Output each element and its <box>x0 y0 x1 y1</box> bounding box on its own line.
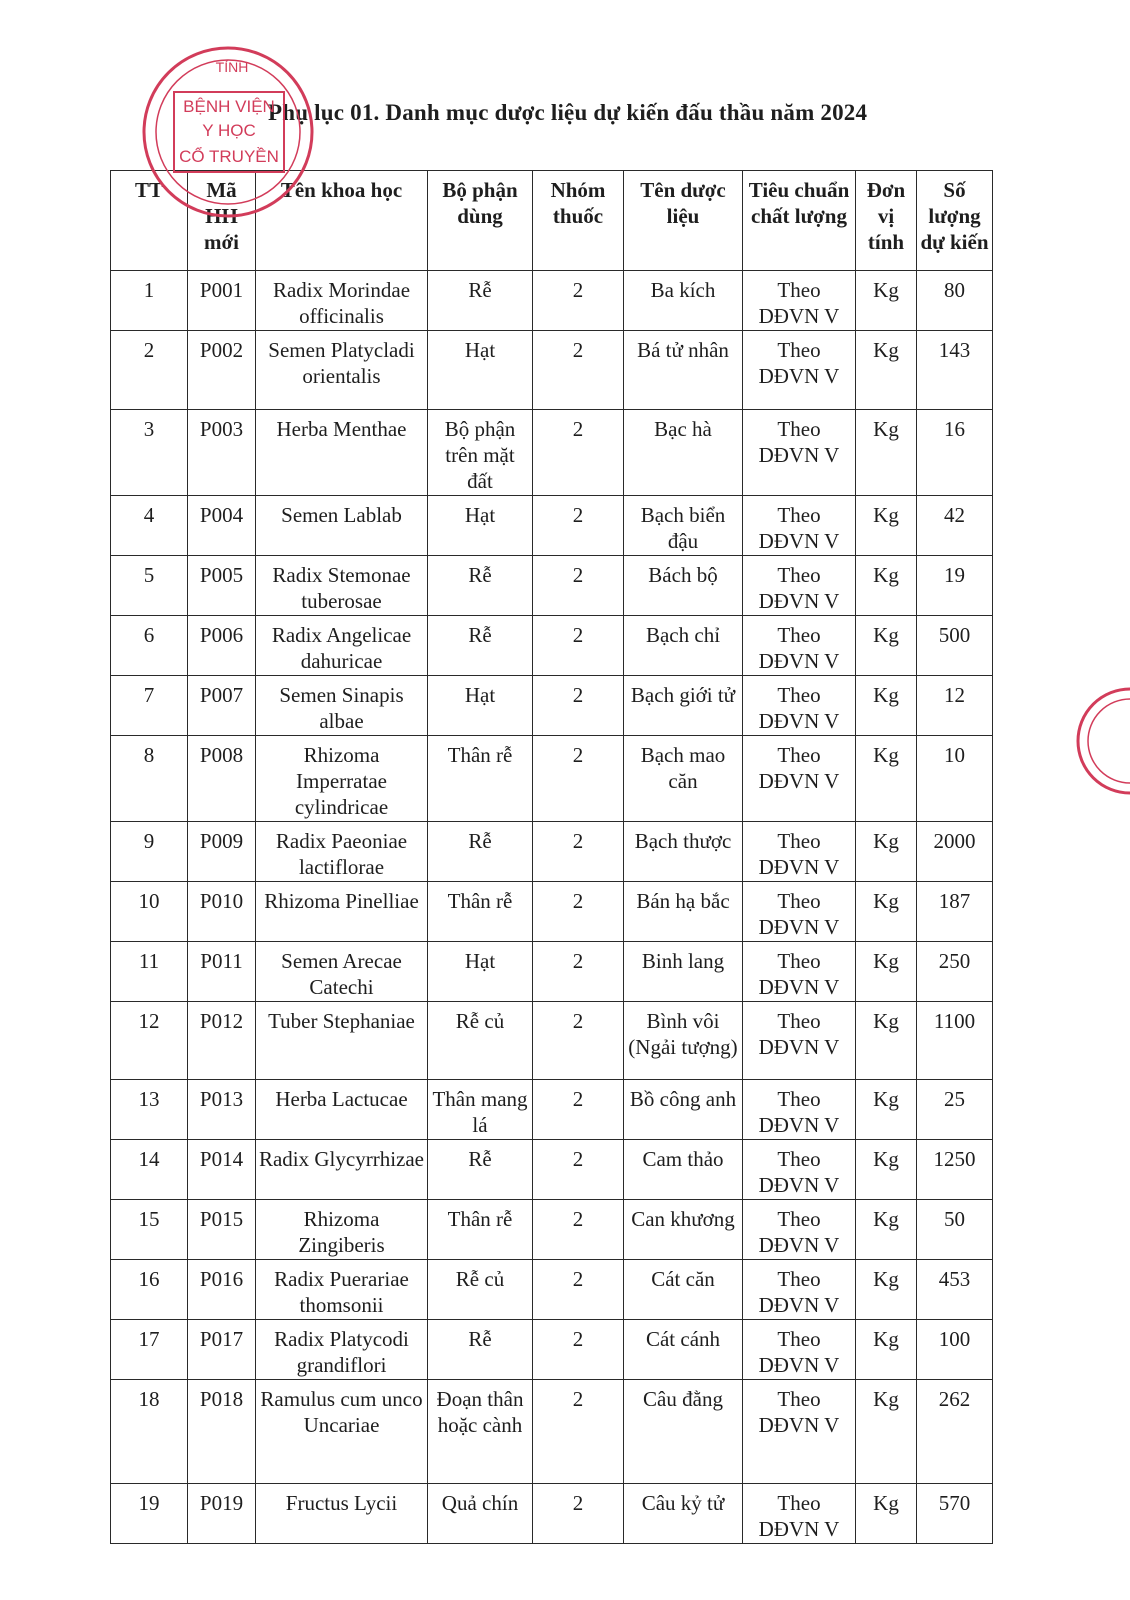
cell-tieu-chuan: Theo DĐVN V <box>743 1380 856 1484</box>
header-don-vi: Đơn vị tính <box>856 171 917 271</box>
cell-ten-khoa-hoc: Semen Lablab <box>256 496 428 556</box>
table-row <box>111 1380 993 1484</box>
cell-ma-hh: P016 <box>188 1260 256 1320</box>
cell-so-luong: 50 <box>917 1200 993 1260</box>
cell-so-luong: 19 <box>917 556 993 616</box>
header-stt: TT <box>111 171 188 271</box>
cell-nhom-thuoc: 2 <box>533 1002 624 1080</box>
cell-bo-phan-dung: Thân mang lá <box>428 1080 533 1140</box>
table-row <box>111 736 993 822</box>
cell-nhom-thuoc: 2 <box>533 676 624 736</box>
cell-don-vi: Kg <box>856 1260 917 1320</box>
table-row <box>111 556 993 616</box>
cell-stt: 3 <box>111 410 188 496</box>
cell-tieu-chuan: Theo DĐVN V <box>743 822 856 882</box>
cell-ma-hh: P017 <box>188 1320 256 1380</box>
cell-tieu-chuan: Theo DĐVN V <box>743 676 856 736</box>
cell-nhom-thuoc: 2 <box>533 410 624 496</box>
cell-nhom-thuoc: 2 <box>533 1320 624 1380</box>
cell-tieu-chuan: Theo DĐVN V <box>743 1484 856 1544</box>
cell-ten-khoa-hoc: Radix Morindae officinalis <box>256 271 428 331</box>
table-row <box>111 1200 993 1260</box>
cell-ma-hh: P001 <box>188 271 256 331</box>
cell-ten-khoa-hoc: Semen Platycladi orientalis <box>256 331 428 410</box>
partial-seal-edge <box>1072 686 1130 796</box>
cell-don-vi: Kg <box>856 676 917 736</box>
cell-stt: 5 <box>111 556 188 616</box>
cell-bo-phan-dung: Rễ củ <box>428 1002 533 1080</box>
cell-don-vi: Kg <box>856 616 917 676</box>
table-row <box>111 331 993 410</box>
cell-nhom-thuoc: 2 <box>533 822 624 882</box>
cell-don-vi: Kg <box>856 556 917 616</box>
cell-stt: 14 <box>111 1140 188 1200</box>
cell-nhom-thuoc: 2 <box>533 271 624 331</box>
cell-so-luong: 187 <box>917 882 993 942</box>
cell-ma-hh: P002 <box>188 331 256 410</box>
cell-so-luong: 1100 <box>917 1002 993 1080</box>
header-ma-hh: Mã HH mới <box>188 171 256 271</box>
table-row <box>111 882 993 942</box>
cell-tieu-chuan: Theo DĐVN V <box>743 736 856 822</box>
table-row <box>111 271 993 331</box>
cell-nhom-thuoc: 2 <box>533 556 624 616</box>
cell-ten-duoc-lieu: Bách bộ <box>624 556 743 616</box>
cell-ma-hh: P004 <box>188 496 256 556</box>
cell-don-vi: Kg <box>856 1484 917 1544</box>
table-row <box>111 410 993 496</box>
cell-ma-hh: P007 <box>188 676 256 736</box>
cell-so-luong: 1250 <box>917 1140 993 1200</box>
cell-nhom-thuoc: 2 <box>533 736 624 822</box>
cell-stt: 18 <box>111 1380 188 1484</box>
cell-bo-phan-dung: Rễ <box>428 1140 533 1200</box>
cell-ma-hh: P013 <box>188 1080 256 1140</box>
table-row <box>111 822 993 882</box>
cell-so-luong: 25 <box>917 1080 993 1140</box>
cell-ten-duoc-lieu: Bạch thược <box>624 822 743 882</box>
cell-don-vi: Kg <box>856 1320 917 1380</box>
cell-so-luong: 100 <box>917 1320 993 1380</box>
cell-ten-duoc-lieu: Bạch biển đậu <box>624 496 743 556</box>
cell-bo-phan-dung: Thân rễ <box>428 1200 533 1260</box>
cell-stt: 16 <box>111 1260 188 1320</box>
cell-ten-khoa-hoc: Radix Stemonae tuberosae <box>256 556 428 616</box>
cell-ten-khoa-hoc: Radix Platycodi grandiflori <box>256 1320 428 1380</box>
cell-nhom-thuoc: 2 <box>533 1260 624 1320</box>
cell-don-vi: Kg <box>856 942 917 1002</box>
cell-ten-khoa-hoc: Semen Arecae Catechi <box>256 942 428 1002</box>
table-row <box>111 1080 993 1140</box>
cell-ma-hh: P012 <box>188 1002 256 1080</box>
cell-don-vi: Kg <box>856 1140 917 1200</box>
seal-line3: CỔ TRUYỀN <box>179 147 279 166</box>
table-row <box>111 1002 993 1080</box>
cell-don-vi: Kg <box>856 1380 917 1484</box>
cell-ma-hh: P005 <box>188 556 256 616</box>
cell-stt: 2 <box>111 331 188 410</box>
seal-line1: BỆNH VIỆN <box>183 97 275 116</box>
cell-nhom-thuoc: 2 <box>533 1140 624 1200</box>
cell-nhom-thuoc: 2 <box>533 1484 624 1544</box>
cell-tieu-chuan: Theo DĐVN V <box>743 331 856 410</box>
cell-ma-hh: P015 <box>188 1200 256 1260</box>
cell-so-luong: 16 <box>917 410 993 496</box>
cell-ten-duoc-lieu: Câu kỷ tử <box>624 1484 743 1544</box>
cell-tieu-chuan: Theo DĐVN V <box>743 1320 856 1380</box>
cell-so-luong: 262 <box>917 1380 993 1484</box>
cell-ten-duoc-lieu: Cát cánh <box>624 1320 743 1380</box>
cell-stt: 19 <box>111 1484 188 1544</box>
cell-ten-duoc-lieu: Câu đằng <box>624 1380 743 1484</box>
cell-tieu-chuan: Theo DĐVN V <box>743 942 856 1002</box>
cell-ten-duoc-lieu: Bình vôi (Ngải tượng) <box>624 1002 743 1080</box>
cell-bo-phan-dung: Hạt <box>428 942 533 1002</box>
cell-bo-phan-dung: Bộ phận trên mặt đất <box>428 410 533 496</box>
cell-ma-hh: P009 <box>188 822 256 882</box>
cell-bo-phan-dung: Rễ <box>428 616 533 676</box>
cell-bo-phan-dung: Rễ <box>428 822 533 882</box>
header-ten-duoc-lieu: Tên dược liệu <box>624 171 743 271</box>
cell-stt: 1 <box>111 271 188 331</box>
cell-ten-duoc-lieu: Bồ công anh <box>624 1080 743 1140</box>
document-title: Phụ lục 01. Danh mục dược liệu dự kiến đấu thầu năm 2024 <box>268 100 868 125</box>
cell-don-vi: Kg <box>856 822 917 882</box>
header-so-luong: Số lượng dự kiến <box>917 171 993 271</box>
cell-stt: 10 <box>111 882 188 942</box>
table-row <box>111 676 993 736</box>
cell-so-luong: 10 <box>917 736 993 822</box>
cell-nhom-thuoc: 2 <box>533 331 624 410</box>
cell-ten-khoa-hoc: Radix Puerariae thomsonii <box>256 1260 428 1320</box>
table-row <box>111 616 993 676</box>
header-ten-khoa-hoc: Tên khoa học <box>256 171 428 271</box>
table-row <box>111 942 993 1002</box>
cell-tieu-chuan: Theo DĐVN V <box>743 1140 856 1200</box>
cell-bo-phan-dung: Rễ <box>428 1320 533 1380</box>
cell-ten-khoa-hoc: Radix Angelicae dahuricae <box>256 616 428 676</box>
header-tieu-chuan: Tiêu chuẩn chất lượng <box>743 171 856 271</box>
cell-ma-hh: P011 <box>188 942 256 1002</box>
cell-ma-hh: P006 <box>188 616 256 676</box>
cell-ten-khoa-hoc: Ramulus cum unco Uncariae <box>256 1380 428 1484</box>
cell-ma-hh: P008 <box>188 736 256 822</box>
cell-bo-phan-dung: Rễ củ <box>428 1260 533 1320</box>
cell-ma-hh: P019 <box>188 1484 256 1544</box>
cell-tieu-chuan: Theo DĐVN V <box>743 271 856 331</box>
cell-bo-phan-dung: Hạt <box>428 676 533 736</box>
cell-so-luong: 143 <box>917 331 993 410</box>
cell-tieu-chuan: Theo DĐVN V <box>743 496 856 556</box>
cell-stt: 11 <box>111 942 188 1002</box>
cell-don-vi: Kg <box>856 1200 917 1260</box>
cell-bo-phan-dung: Thân rễ <box>428 736 533 822</box>
cell-ma-hh: P018 <box>188 1380 256 1484</box>
cell-don-vi: Kg <box>856 1080 917 1140</box>
cell-stt: 17 <box>111 1320 188 1380</box>
cell-ten-khoa-hoc: Rhizoma Imperratae cylindricae <box>256 736 428 822</box>
cell-nhom-thuoc: 2 <box>533 1380 624 1484</box>
cell-so-luong: 42 <box>917 496 993 556</box>
cell-bo-phan-dung: Đoạn thân hoặc cành <box>428 1380 533 1484</box>
cell-tieu-chuan: Theo DĐVN V <box>743 1260 856 1320</box>
cell-ten-khoa-hoc: Rhizoma Pinelliae <box>256 882 428 942</box>
hospital-seal <box>140 44 316 220</box>
cell-ten-duoc-lieu: Ba kích <box>624 271 743 331</box>
cell-stt: 15 <box>111 1200 188 1260</box>
cell-don-vi: Kg <box>856 496 917 556</box>
cell-stt: 6 <box>111 616 188 676</box>
cell-stt: 8 <box>111 736 188 822</box>
cell-nhom-thuoc: 2 <box>533 616 624 676</box>
cell-tieu-chuan: Theo DĐVN V <box>743 1002 856 1080</box>
cell-bo-phan-dung: Rễ <box>428 271 533 331</box>
cell-nhom-thuoc: 2 <box>533 496 624 556</box>
cell-so-luong: 12 <box>917 676 993 736</box>
cell-ten-khoa-hoc: Fructus Lycii <box>256 1484 428 1544</box>
table-row <box>111 1260 993 1320</box>
cell-stt: 7 <box>111 676 188 736</box>
cell-bo-phan-dung: Hạt <box>428 331 533 410</box>
cell-don-vi: Kg <box>856 410 917 496</box>
cell-ten-duoc-lieu: Cát căn <box>624 1260 743 1320</box>
cell-bo-phan-dung: Rễ <box>428 556 533 616</box>
cell-ma-hh: P003 <box>188 410 256 496</box>
cell-so-luong: 570 <box>917 1484 993 1544</box>
cell-tieu-chuan: Theo DĐVN V <box>743 410 856 496</box>
cell-don-vi: Kg <box>856 736 917 822</box>
cell-ma-hh: P010 <box>188 882 256 942</box>
cell-so-luong: 2000 <box>917 822 993 882</box>
cell-ten-khoa-hoc: Semen Sinapis albae <box>256 676 428 736</box>
table-row <box>111 1320 993 1380</box>
cell-nhom-thuoc: 2 <box>533 1200 624 1260</box>
cell-ten-duoc-lieu: Bán hạ bắc <box>624 882 743 942</box>
table-row <box>111 1484 993 1544</box>
cell-ten-khoa-hoc: Radix Glycyrrhizae <box>256 1140 428 1200</box>
seal-top-text: TỈNH <box>215 59 249 75</box>
cell-bo-phan-dung: Thân rễ <box>428 882 533 942</box>
cell-nhom-thuoc: 2 <box>533 942 624 1002</box>
cell-ten-duoc-lieu: Can khương <box>624 1200 743 1260</box>
seal-line2: Y HỌC <box>202 121 256 140</box>
cell-ma-hh: P014 <box>188 1140 256 1200</box>
cell-ten-khoa-hoc: Radix Paeoniae lactiflorae <box>256 822 428 882</box>
cell-tieu-chuan: Theo DĐVN V <box>743 556 856 616</box>
cell-ten-khoa-hoc: Tuber Stephaniae <box>256 1002 428 1080</box>
cell-tieu-chuan: Theo DĐVN V <box>743 1200 856 1260</box>
cell-tieu-chuan: Theo DĐVN V <box>743 616 856 676</box>
cell-ten-duoc-lieu: Bạch mao căn <box>624 736 743 822</box>
cell-ten-khoa-hoc: Rhizoma Zingiberis <box>256 1200 428 1260</box>
cell-so-luong: 250 <box>917 942 993 1002</box>
cell-so-luong: 500 <box>917 616 993 676</box>
cell-stt: 13 <box>111 1080 188 1140</box>
cell-ten-duoc-lieu: Bạc hà <box>624 410 743 496</box>
cell-so-luong: 80 <box>917 271 993 331</box>
cell-don-vi: Kg <box>856 271 917 331</box>
cell-don-vi: Kg <box>856 882 917 942</box>
cell-ten-duoc-lieu: Cam thảo <box>624 1140 743 1200</box>
cell-don-vi: Kg <box>856 1002 917 1080</box>
table-body <box>111 271 993 1544</box>
cell-stt: 12 <box>111 1002 188 1080</box>
cell-bo-phan-dung: Quả chín <box>428 1484 533 1544</box>
header-bo-phan-dung: Bộ phận dùng <box>428 171 533 271</box>
herbal-list-table <box>110 170 993 1544</box>
cell-tieu-chuan: Theo DĐVN V <box>743 1080 856 1140</box>
cell-ten-duoc-lieu: Bá tử nhân <box>624 331 743 410</box>
cell-nhom-thuoc: 2 <box>533 1080 624 1140</box>
cell-ten-duoc-lieu: Bạch giới tử <box>624 676 743 736</box>
table-row <box>111 1140 993 1200</box>
header-nhom-thuoc: Nhóm thuốc <box>533 171 624 271</box>
cell-bo-phan-dung: Hạt <box>428 496 533 556</box>
table-row <box>111 496 993 556</box>
cell-stt: 9 <box>111 822 188 882</box>
cell-ten-khoa-hoc: Herba Menthae <box>256 410 428 496</box>
cell-nhom-thuoc: 2 <box>533 882 624 942</box>
cell-ten-duoc-lieu: Bạch chỉ <box>624 616 743 676</box>
cell-ten-khoa-hoc: Herba Lactucae <box>256 1080 428 1140</box>
cell-so-luong: 453 <box>917 1260 993 1320</box>
cell-stt: 4 <box>111 496 188 556</box>
cell-don-vi: Kg <box>856 331 917 410</box>
cell-tieu-chuan: Theo DĐVN V <box>743 882 856 942</box>
cell-ten-duoc-lieu: Binh lang <box>624 942 743 1002</box>
